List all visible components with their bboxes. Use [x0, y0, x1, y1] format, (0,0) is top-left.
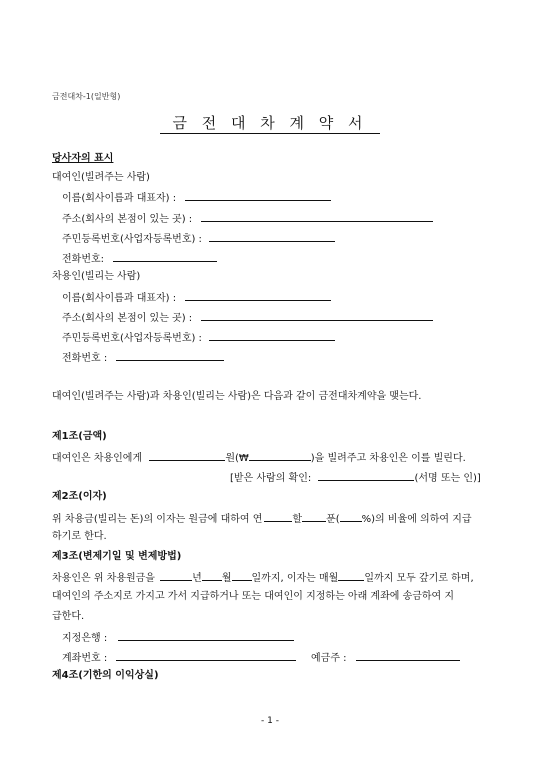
- title-underline: [160, 133, 380, 134]
- article-2-text: %)의 비율에 의하여 지급: [361, 514, 472, 525]
- account-row: [62, 650, 296, 665]
- borrower-regno-row: [62, 330, 335, 345]
- lender-regno-row: [62, 231, 335, 246]
- lender-regno-label: 주민등록번호(사업자등록번호) :: [62, 234, 202, 245]
- article-2-text: 위 차용금(빌리는 돈)의 이자는 원금에 대하여 연: [52, 514, 263, 525]
- article-1-text: 원(₩: [225, 453, 249, 464]
- borrower-regno-field[interactable]: [209, 330, 335, 341]
- article-2-line-2: 하기로 한다.: [52, 531, 107, 542]
- interest-percent-field[interactable]: [340, 511, 362, 522]
- repay-day-field[interactable]: [232, 570, 252, 581]
- interest-day-field[interactable]: [338, 570, 364, 581]
- receipt-sign-note: (서명 또는 인)]: [414, 473, 481, 484]
- borrower-phone-label: 전화번호 :: [62, 353, 108, 364]
- article-3-text: 차용인은 위 차용원금을: [52, 573, 155, 584]
- borrower-address-row: [62, 310, 433, 325]
- borrower-name-label: 이름(회사이름과 대표자) :: [62, 293, 177, 304]
- interest-hal-field[interactable]: [264, 511, 292, 522]
- borrower-address-label: 주소(회사의 본점이 있는 곳) :: [62, 313, 193, 324]
- article-1-text: )을 빌려주고 차용인은 이를 빌린다.: [310, 453, 466, 464]
- borrower-phone-field[interactable]: [116, 350, 224, 361]
- section-parties-heading: 당사자의 표시: [52, 153, 114, 164]
- bank-row: [62, 630, 294, 645]
- lender-name-label: 이름(회사이름과 대표자) :: [62, 193, 177, 204]
- amount-korean-field[interactable]: [149, 450, 225, 461]
- article-3-line-2: 대여인의 주소지로 가지고 가서 지급하거나 또는 대여인이 지정하는 아래 계좌에 송금하여 지: [52, 591, 455, 602]
- lender-name-row: [62, 190, 331, 205]
- receipt-signature-field[interactable]: [318, 470, 414, 481]
- bank-field[interactable]: [118, 630, 294, 641]
- lender-heading: 대여인(빌려주는 사람): [52, 172, 150, 183]
- article-1-title: 제1조(금액): [52, 431, 107, 442]
- borrower-phone-row: [62, 350, 224, 365]
- receipt-label: [받은 사람의 확인:: [230, 473, 312, 484]
- document-title: 금 전 대 차 계 약 서: [172, 114, 368, 132]
- article-3-text: 월: [221, 573, 232, 584]
- borrower-regno-label: 주민등록번호(사업자등록번호) :: [62, 333, 202, 344]
- article-2-text: 푼(: [326, 514, 340, 525]
- article-4-title: 제4조(기한의 이익상실): [52, 670, 159, 681]
- interest-pun-field[interactable]: [302, 511, 326, 522]
- article-1-text: 대여인은 차용인에게: [52, 453, 143, 464]
- holder-field[interactable]: [356, 650, 460, 661]
- page-number: - 1 -: [261, 716, 279, 726]
- article-2-text: 할: [292, 514, 303, 525]
- amount-number-field[interactable]: [249, 450, 311, 461]
- article-3-text: 년: [192, 573, 202, 584]
- holder-label: 예금주 :: [311, 653, 347, 664]
- holder-row: [311, 650, 460, 665]
- form-id: 금전대차-1(일반형): [52, 92, 121, 101]
- lender-phone-label: 전화번호:: [62, 254, 105, 265]
- article-3-line-3: 급한다.: [52, 611, 85, 622]
- lender-phone-row: [62, 251, 217, 266]
- repay-year-field[interactable]: [160, 570, 192, 581]
- article-3-text: 일까지 모두 갚기로 하며,: [364, 573, 474, 584]
- article-3-text: 일까지, 이자는 매월: [251, 573, 339, 584]
- borrower-address-field[interactable]: [201, 310, 433, 321]
- lender-address-row: [62, 211, 433, 226]
- article-1-body: [52, 450, 466, 465]
- lender-regno-field[interactable]: [209, 231, 335, 242]
- lender-name-field[interactable]: [185, 190, 331, 201]
- borrower-heading: 차용인(빌리는 사람): [52, 271, 141, 282]
- bank-label: 지정은행 :: [62, 633, 108, 644]
- borrower-name-field[interactable]: [185, 290, 331, 301]
- article-2-body: [52, 511, 472, 526]
- receipt-confirmation: [230, 470, 481, 485]
- article-3-title: 제3조(변제기일 및 변제방법): [52, 551, 182, 562]
- account-label: 계좌번호 :: [62, 653, 108, 664]
- lender-address-label: 주소(회사의 본점이 있는 곳) :: [62, 214, 193, 225]
- lender-phone-field[interactable]: [113, 251, 217, 262]
- account-field[interactable]: [116, 650, 296, 661]
- lender-address-field[interactable]: [201, 211, 433, 222]
- article-2-title: 제2조(이자): [52, 491, 107, 502]
- article-3-body: [52, 570, 474, 585]
- intro-paragraph: 대여인(빌려주는 사람)과 차용인(빌리는 사람)은 다음과 같이 금전대차계약을 맺는다.: [52, 391, 422, 402]
- repay-month-field[interactable]: [202, 570, 222, 581]
- borrower-name-row: [62, 290, 331, 305]
